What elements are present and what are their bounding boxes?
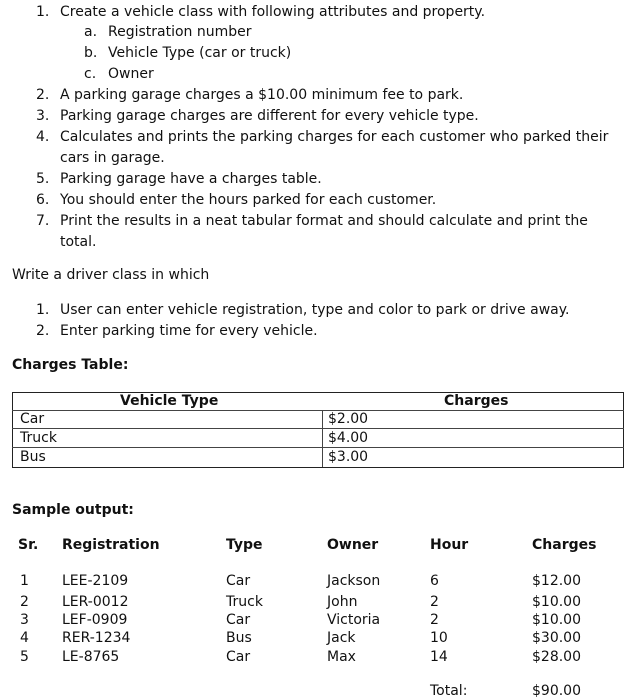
table-rule xyxy=(12,410,624,411)
sample-heading: Sample output: xyxy=(12,502,134,518)
list-number: 4. xyxy=(36,129,50,145)
list-number: 2. xyxy=(36,87,50,103)
list-number: 6. xyxy=(36,192,50,208)
table-cell: Jack xyxy=(327,630,356,646)
sample-header: Charges xyxy=(532,537,597,553)
list-item: Vehicle Type (car or truck) xyxy=(108,45,292,61)
sample-header: Hour xyxy=(430,537,469,553)
list-item: User can enter vehicle registration, type and color to park or drive away. xyxy=(60,302,570,318)
table-cell: 6 xyxy=(430,573,439,589)
list-item: A parking garage charges a $10.00 minimum fee to park. xyxy=(60,87,464,103)
table-cell: Car xyxy=(226,573,251,589)
table-cell: Victoria xyxy=(327,612,381,628)
driver-intro: Write a driver class in which xyxy=(12,267,210,283)
sample-header: Owner xyxy=(327,537,379,553)
charges-heading: Charges Table: xyxy=(12,357,129,373)
table-cell: 10 xyxy=(430,630,448,646)
table-cell: LE-8765 xyxy=(62,649,120,665)
list-item: Calculates and prints the parking charges for each customer who parked their xyxy=(60,129,609,145)
list-number: a. xyxy=(84,24,98,40)
total-label: Total: xyxy=(430,683,468,699)
table-cell: Car xyxy=(226,612,251,628)
table-cell: LER-0012 xyxy=(62,594,129,610)
table-cell: 1 xyxy=(20,573,29,589)
list-item: Parking garage charges are different for every vehicle type. xyxy=(60,108,479,124)
table-cell: 2 xyxy=(20,594,29,610)
list-number: 2. xyxy=(36,323,50,339)
list-number: b. xyxy=(84,45,98,61)
list-number: 3. xyxy=(36,108,50,124)
table-cell: 3 xyxy=(20,612,29,628)
table-cell: LEF-0909 xyxy=(62,612,128,628)
list-number: 1. xyxy=(36,302,50,318)
table-cell: 14 xyxy=(430,649,448,665)
table-header: Charges xyxy=(444,393,509,409)
list-item-continuation: cars in garage. xyxy=(60,150,165,166)
table-header: Vehicle Type xyxy=(120,393,219,409)
list-number: 7. xyxy=(36,213,50,229)
table-cell: RER-1234 xyxy=(62,630,131,646)
table-cell: 5 xyxy=(20,649,29,665)
list-item: Parking garage have a charges table. xyxy=(60,171,322,187)
list-item: Registration number xyxy=(108,24,252,40)
sample-header: Type xyxy=(226,537,263,553)
table-cell: Car xyxy=(226,649,251,665)
list-number: c. xyxy=(84,66,97,82)
table-cell: Max xyxy=(327,649,356,665)
charges-table-border xyxy=(12,392,624,468)
list-number: 5. xyxy=(36,171,50,187)
sample-header: Registration xyxy=(62,537,160,553)
list-item-continuation: total. xyxy=(60,234,97,250)
table-cell: $3.00 xyxy=(328,449,369,465)
table-cell: $12.00 xyxy=(532,573,581,589)
table-cell: $10.00 xyxy=(532,612,581,628)
list-item: Owner xyxy=(108,66,154,82)
table-cell: Jackson xyxy=(327,573,381,589)
table-rule xyxy=(12,428,624,429)
table-cell: Bus xyxy=(226,630,252,646)
table-cell: $30.00 xyxy=(532,630,581,646)
table-cell: Car xyxy=(20,411,45,427)
table-cell: Bus xyxy=(20,449,46,465)
table-cell: $10.00 xyxy=(532,594,581,610)
table-rule xyxy=(322,410,323,467)
table-cell: $28.00 xyxy=(532,649,581,665)
list-number: 1. xyxy=(36,4,50,20)
table-cell: 2 xyxy=(430,594,439,610)
table-cell: LEE-2109 xyxy=(62,573,129,589)
table-rule xyxy=(12,447,624,448)
table-cell: Truck xyxy=(226,594,263,610)
list-item: You should enter the hours parked for each customer. xyxy=(60,192,437,208)
list-item: Create a vehicle class with following attributes and property. xyxy=(60,4,486,20)
table-cell: $2.00 xyxy=(328,411,369,427)
table-cell: John xyxy=(327,594,358,610)
table-cell: Truck xyxy=(20,430,57,446)
table-cell: $4.00 xyxy=(328,430,369,446)
sample-header: Sr. xyxy=(18,537,39,553)
list-item: Print the results in a neat tabular format and should calculate and print the xyxy=(60,213,588,229)
table-cell: 2 xyxy=(430,612,439,628)
total-value: $90.00 xyxy=(532,683,581,699)
list-item: Enter parking time for every vehicle. xyxy=(60,323,318,339)
table-cell: 4 xyxy=(20,630,29,646)
